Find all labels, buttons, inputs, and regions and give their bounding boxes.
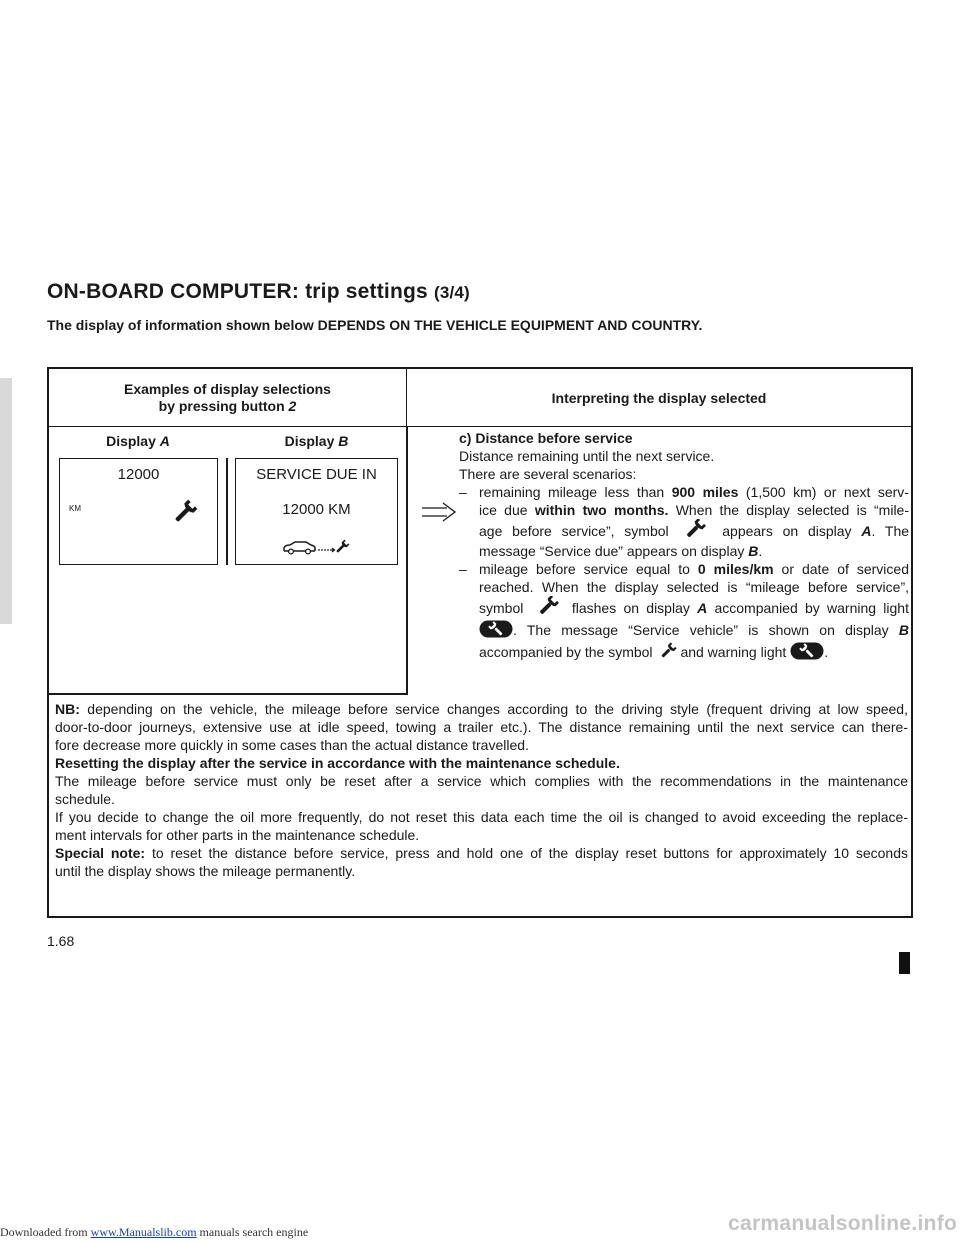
scenario-2-line5 bbox=[479, 641, 909, 663]
scenario-2 bbox=[459, 560, 909, 663]
wrench-icon bbox=[534, 596, 562, 616]
scenario-2-line1 bbox=[479, 560, 909, 578]
display-a-label-text: Display bbox=[106, 433, 160, 449]
equipment-notice: The display of information shown below DEPENDS ON THE VEHICLE EQUIPMENT AND COUNTRY. bbox=[47, 317, 703, 333]
manualslib-link[interactable]: www.Manualslib.com bbox=[90, 1225, 197, 1239]
header-examples bbox=[49, 369, 407, 426]
display-examples bbox=[49, 427, 408, 695]
display-b-label-text: Display bbox=[284, 433, 339, 449]
display-a-unit: KM bbox=[69, 504, 81, 513]
b1-ital1: A bbox=[861, 523, 872, 539]
b2-bold1: 0 miles/km bbox=[697, 561, 774, 577]
car-to-wrench-icon bbox=[282, 539, 352, 555]
bullet-dash: – bbox=[459, 484, 467, 500]
display-a-screen bbox=[59, 458, 218, 565]
nb-line1 bbox=[55, 700, 908, 718]
display-a-value: 12000 bbox=[117, 466, 160, 483]
site-watermark: carmanualsonline.info bbox=[728, 1212, 958, 1235]
notes-section bbox=[55, 700, 908, 880]
b2-text6: accompanied by warning light bbox=[707, 600, 909, 616]
display-b-label bbox=[227, 433, 406, 449]
b1-text3: ice due bbox=[479, 502, 535, 518]
service-warning-light-icon bbox=[790, 642, 824, 660]
header-examples-text: by pressing button bbox=[158, 398, 289, 414]
distance-line2: There are several scenarios: bbox=[459, 466, 637, 482]
b1-text4: When the display selected is “mile- bbox=[668, 502, 909, 518]
interpretation-text bbox=[459, 429, 909, 663]
title-part: (3/4) bbox=[433, 283, 470, 302]
b1-text7: . The bbox=[871, 523, 910, 539]
b1-text1: remaining mileage less than bbox=[479, 484, 672, 500]
title-main: ON-BOARD COMPUTER: trip settings bbox=[47, 280, 428, 303]
b1-bold2: within two months. bbox=[534, 502, 669, 518]
scenario-1 bbox=[459, 483, 909, 560]
b1-text2: (1,500 km) or next serv- bbox=[738, 484, 909, 500]
display-b-screen bbox=[235, 458, 398, 565]
button-number: 2 bbox=[288, 398, 297, 414]
b2-text5: flashes on display bbox=[571, 600, 698, 616]
header-interpreting: Interpreting the display selected bbox=[551, 389, 767, 406]
wrench-icon bbox=[659, 642, 677, 660]
chapter-tab bbox=[0, 378, 12, 624]
display-a-letter: A bbox=[159, 433, 170, 449]
wrench-icon bbox=[681, 519, 709, 539]
download-footer bbox=[0, 1225, 308, 1240]
footer-suffix: manuals search engine bbox=[196, 1225, 309, 1239]
b2-ital2: B bbox=[898, 622, 909, 638]
display-b-letter: B bbox=[338, 433, 349, 449]
distance-line1: Distance remaining until the next service. bbox=[459, 448, 715, 464]
b2-text7: . The message “Service vehicle” is shown on display bbox=[513, 622, 899, 638]
header-examples-line2 bbox=[49, 398, 406, 414]
scenario-2-line2: reached. When the display selected is “mileage before service”, bbox=[479, 579, 909, 595]
display-divider bbox=[226, 458, 228, 565]
b2-text1: mileage before service equal to bbox=[479, 561, 698, 577]
scenario-1-line1 bbox=[479, 483, 909, 501]
special-line1 bbox=[55, 844, 908, 862]
b1-text6: appears on display bbox=[722, 523, 862, 539]
scenario-1-line4 bbox=[479, 542, 909, 560]
display-b-line1: SERVICE DUE IN bbox=[256, 466, 377, 483]
b2-ital1: A bbox=[697, 600, 708, 616]
special-line2: until the display shows the mileage permanently. bbox=[55, 863, 356, 879]
table-header bbox=[49, 369, 911, 427]
b1-text9: . bbox=[758, 543, 763, 559]
scenario-1-line3 bbox=[479, 519, 909, 542]
bullet-dash: – bbox=[459, 561, 467, 577]
service-warning-light-icon bbox=[479, 620, 513, 638]
arrow-right-icon bbox=[421, 502, 457, 522]
special-1: to reset the distance before service, press and hold one of the display reset buttons for approximately 10 seconds bbox=[145, 845, 908, 861]
display-a-label bbox=[49, 433, 227, 449]
wrench-icon bbox=[172, 499, 198, 525]
reset-heading: Resetting the display after the service in accordance with the maintenance schedule. bbox=[55, 755, 620, 771]
footer-prefix: Downloaded from bbox=[0, 1225, 91, 1239]
header-examples-line1: Examples of display selections bbox=[124, 381, 331, 397]
scenario-1-line2 bbox=[479, 501, 909, 519]
special-label: Special note: bbox=[55, 845, 146, 861]
b2-text4: symbol bbox=[479, 600, 524, 616]
b2-text10: . bbox=[824, 644, 829, 660]
reset-p2-line2: ment intervals for other parts in the maintenance schedule. bbox=[55, 827, 420, 843]
b1-ital2: B bbox=[748, 543, 759, 559]
page-number: 1.68 bbox=[47, 933, 75, 949]
scenario-2-line3 bbox=[479, 596, 909, 619]
b2-text2: or date of serviced bbox=[773, 561, 909, 577]
page-marker bbox=[899, 952, 910, 974]
reset-p1-line1: The mileage before service must only be reset after a service which complies with the recommendations in the maintenance bbox=[55, 773, 908, 789]
nb-label: NB: bbox=[55, 701, 80, 717]
page-title bbox=[47, 280, 470, 304]
reset-p2-line1: If you decide to change the oil more frequently, do not reset this data each time the oil is changed to avoid exceeding the replace- bbox=[55, 809, 908, 825]
b1-bold1: 900 miles bbox=[671, 484, 739, 500]
b2-text8: accompanied by the symbol bbox=[479, 644, 653, 660]
info-table bbox=[47, 367, 913, 918]
nb-line2: door-to-door journeys, extensive use at idle speed, towing a trailer etc.). The distance remaining until the next service can there- bbox=[55, 719, 908, 735]
nb-line3: fore decrease more quickly in some cases than the actual distance travelled. bbox=[55, 737, 529, 753]
display-b-line2: 12000 KM bbox=[282, 501, 351, 518]
distance-heading: c) Distance before service bbox=[459, 430, 633, 446]
b2-text9: and warning light bbox=[680, 644, 787, 660]
b1-text5: age before service”, symbol bbox=[479, 523, 669, 539]
reset-p1-line2: schedule. bbox=[55, 791, 115, 807]
b1-text8: message “Service due” appears on display bbox=[479, 543, 749, 559]
scenario-2-line4 bbox=[479, 619, 909, 641]
nb-1: depending on the vehicle, the mileage before service changes according to the driving style (frequent driving at low speed, bbox=[79, 701, 908, 717]
